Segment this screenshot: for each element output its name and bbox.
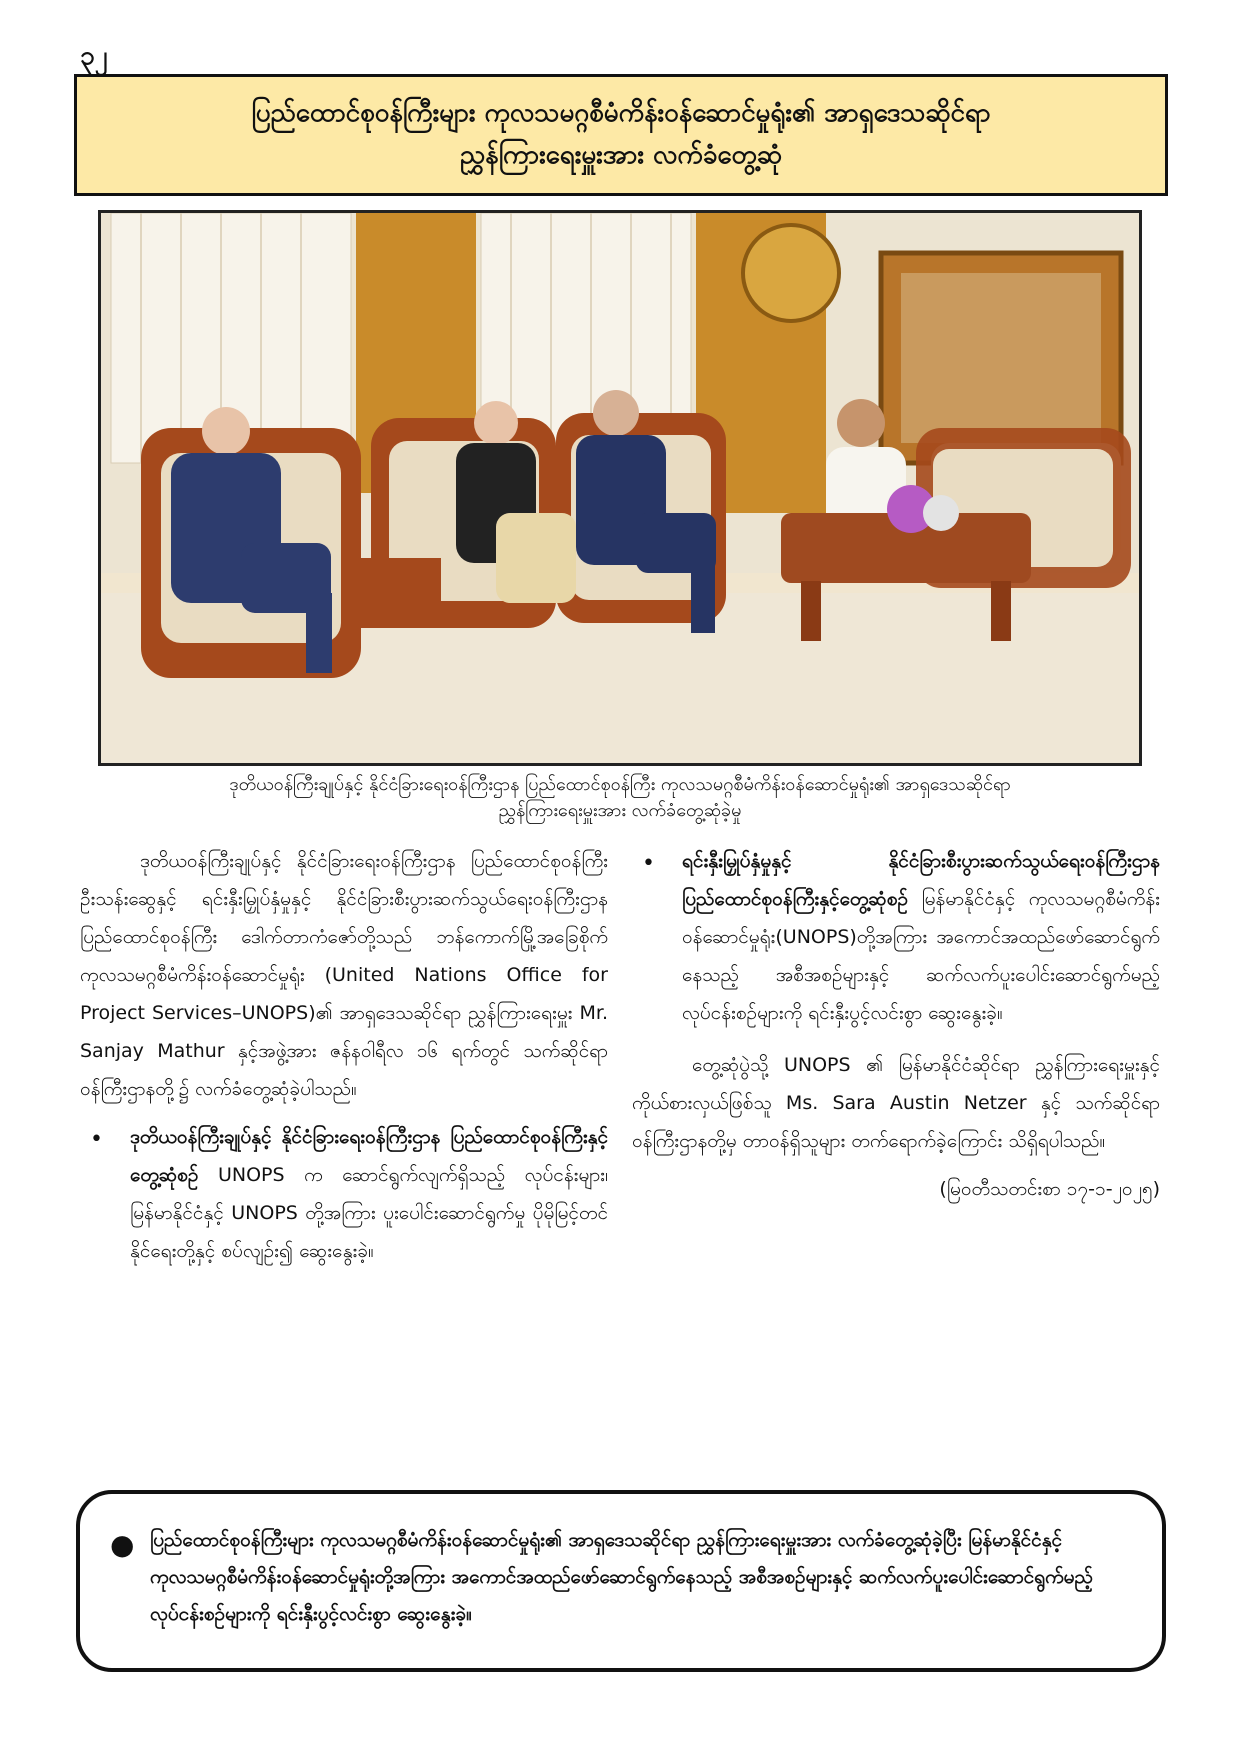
left-column bbox=[80, 842, 608, 1284]
headline-line-1: ပြည်ထောင်စုဝန်ကြီးများ ကုလသမဂ္ဂစီမံကိန်းဝန်ဆောင်မှုရုံး၏ အာရှဒေသဆိုင်ရာ bbox=[251, 98, 991, 129]
page-number: ၃၂ bbox=[80, 41, 108, 71]
bullet-item-1 bbox=[80, 1118, 608, 1270]
intro-paragraph: ဒုတိယဝန်ကြီးချုပ်နှင့် နိုင်ငံခြားရေးဝန်ကြီးဌာန ပြည်ထောင်စုဝန်ကြီး ဦးသန်းဆွေနှင့် ရင်းနှီးမြှုပ်နှံမှုနှင့် နိုင်ငံခြားစီးပွားဆက်သွယ်ရေးဝန်ကြီးဌာန ပြည်ထောင်စုဝန်ကြီး ဒေါက်တာကံဇော်တို့သည် ဘန်ကောက်မြို့အခြေစိုက် ကုလသမဂ္ဂစီမံကိန်းဝန်ဆောင်မှုရုံး (United Nations Office for Project Services–UNOPS)၏ အာရှဒေသဆိုင်ရာ ညွှန်ကြားရေးမှူး Mr. Sanjay Mathur နှင့်အဖွဲ့အား ဇန်နဝါရီလ ၁၆ ရက်တွင် သက်ဆိုင်ရာဝန်ကြီးဌာနတို့၌ လက်ခံတွေ့ဆုံခဲ့ပါသည်။ bbox=[80, 850, 608, 1100]
right-column bbox=[632, 842, 1160, 1208]
caption-line-2: ညွှန်ကြားရေးမှူးအား လက်ခံတွေ့ဆုံခဲ့မှု bbox=[498, 800, 742, 822]
summary-bullet-icon: ● bbox=[110, 1528, 135, 1561]
photo-caption bbox=[98, 772, 1142, 824]
headline-line-2: ညွှန်ကြားရေးမှူးအား လက်ခံတွေ့ဆုံ bbox=[459, 140, 783, 170]
meeting-photo-illustration bbox=[101, 213, 1139, 763]
headline-box bbox=[74, 74, 1168, 196]
summary-box bbox=[76, 1490, 1166, 1672]
bullet-1-lead: ဒုတိယဝန်ကြီးချုပ်နှင့် နိုင်ငံခြားရေးဝန်ကြီးဌာန ပြည်ထောင်စုဝန်ကြီးနှင့်တွေ့ဆုံစဉ် bbox=[130, 1126, 608, 1186]
bullet-dot-icon: • bbox=[90, 1127, 103, 1152]
bullet-dot-icon: • bbox=[642, 851, 655, 876]
caption-line-1: ဒုတိယဝန်ကြီးချုပ်နှင့် နိုင်ငံခြားရေးဝန်ကြီးဌာန ပြည်ထောင်စုဝန်ကြီး ကုလသမဂ္ဂစီမံကိန်းဝန်ဆောင်မှုရုံး၏ အာရှဒေသဆိုင်ရာ bbox=[229, 774, 1011, 795]
attendees-paragraph: တွေ့ဆုံပွဲသို့ UNOPS ၏ မြန်မာနိုင်ငံဆိုင်ရာ ညွှန်ကြားရေးမှူးနှင့် ကိုယ်စားလှယ်ဖြစ်သူ Ms. Sara Austin Netzer နှင့် သက်ဆိုင်ရာဝန်ကြီးဌာနတို့မှ တာဝန်ရှိသူများ တက်ရောက်ခဲ့ကြောင်း သိရှိရပါသည်။ bbox=[632, 1054, 1160, 1152]
bullet-2-lead: ရင်းနှီးမြှုပ်နှံမှုနှင့် နိုင်ငံခြားစီးပွားဆက်သွယ်ရေးဝန်ကြီးဌာန ပြည်ထောင်စုဝန်ကြီးနှင့်တွေ့ဆုံစဉ် bbox=[682, 850, 1160, 910]
meeting-photo bbox=[98, 210, 1142, 766]
bullet-item-2 bbox=[632, 842, 1160, 1032]
summary-text: ပြည်ထောင်စုဝန်ကြီးများ ကုလသမဂ္ဂစီမံကိန်းဝန်ဆောင်မှုရုံး၏ အာရှဒေသဆိုင်ရာ ညွှန်ကြားရေးမှူးအား လက်ခံတွေ့ဆုံခဲ့ပြီး မြန်မာနိုင်ငံနှင့် ကုလသမဂ္ဂစီမံကိန်းဝန်ဆောင်မှုရုံးတို့အကြား အကောင်အထည်ဖော်ဆောင်ရွက်နေသည့် အစီအစဉ်များနှင့် ဆက်လက်ပူးပေါင်းဆောင်ရွက်မည့်လုပ်ငန်းစဉ်များကို ရင်းနှီးပွင့်လင်းစွာ ဆွေးနွေးခဲ့။ bbox=[150, 1529, 1093, 1626]
bullet-2-text: မြန်မာနိုင်ငံနှင့် ကုလသမဂ္ဂစီမံကိန်းဝန်ဆောင်မှုရုံး(UNOPS)တို့အကြား အကောင်အထည်ဖော်ဆောင်ရွက်နေသည့် အစီအစဉ်များနှင့် ဆက်လက်ပူးပေါင်းဆောင်ရွက်မည့်လုပ်ငန်းစဉ်များကို ရင်းနှီးပွင့်လင်းစွာ ဆွေးနွေးခဲ့။ bbox=[682, 888, 1160, 1024]
news-source: (မြဝတီသတင်းစာ ၁၇-၁-၂၀၂၅) bbox=[939, 1178, 1160, 1200]
bullet-1-text: UNOPS က ဆောင်ရွက်လျက်ရှိသည့် လုပ်ငန်းများ၊ မြန်မာနိုင်ငံနှင့် UNOPS တို့အကြား ပူးပေါင်းဆောင်ရွက်မှု ပိုမိုမြင့်တင်နိုင်ရေးတို့နှင့် စပ်လျဉ်း၍ ဆွေးနွေးခဲ့။ bbox=[130, 1164, 608, 1262]
